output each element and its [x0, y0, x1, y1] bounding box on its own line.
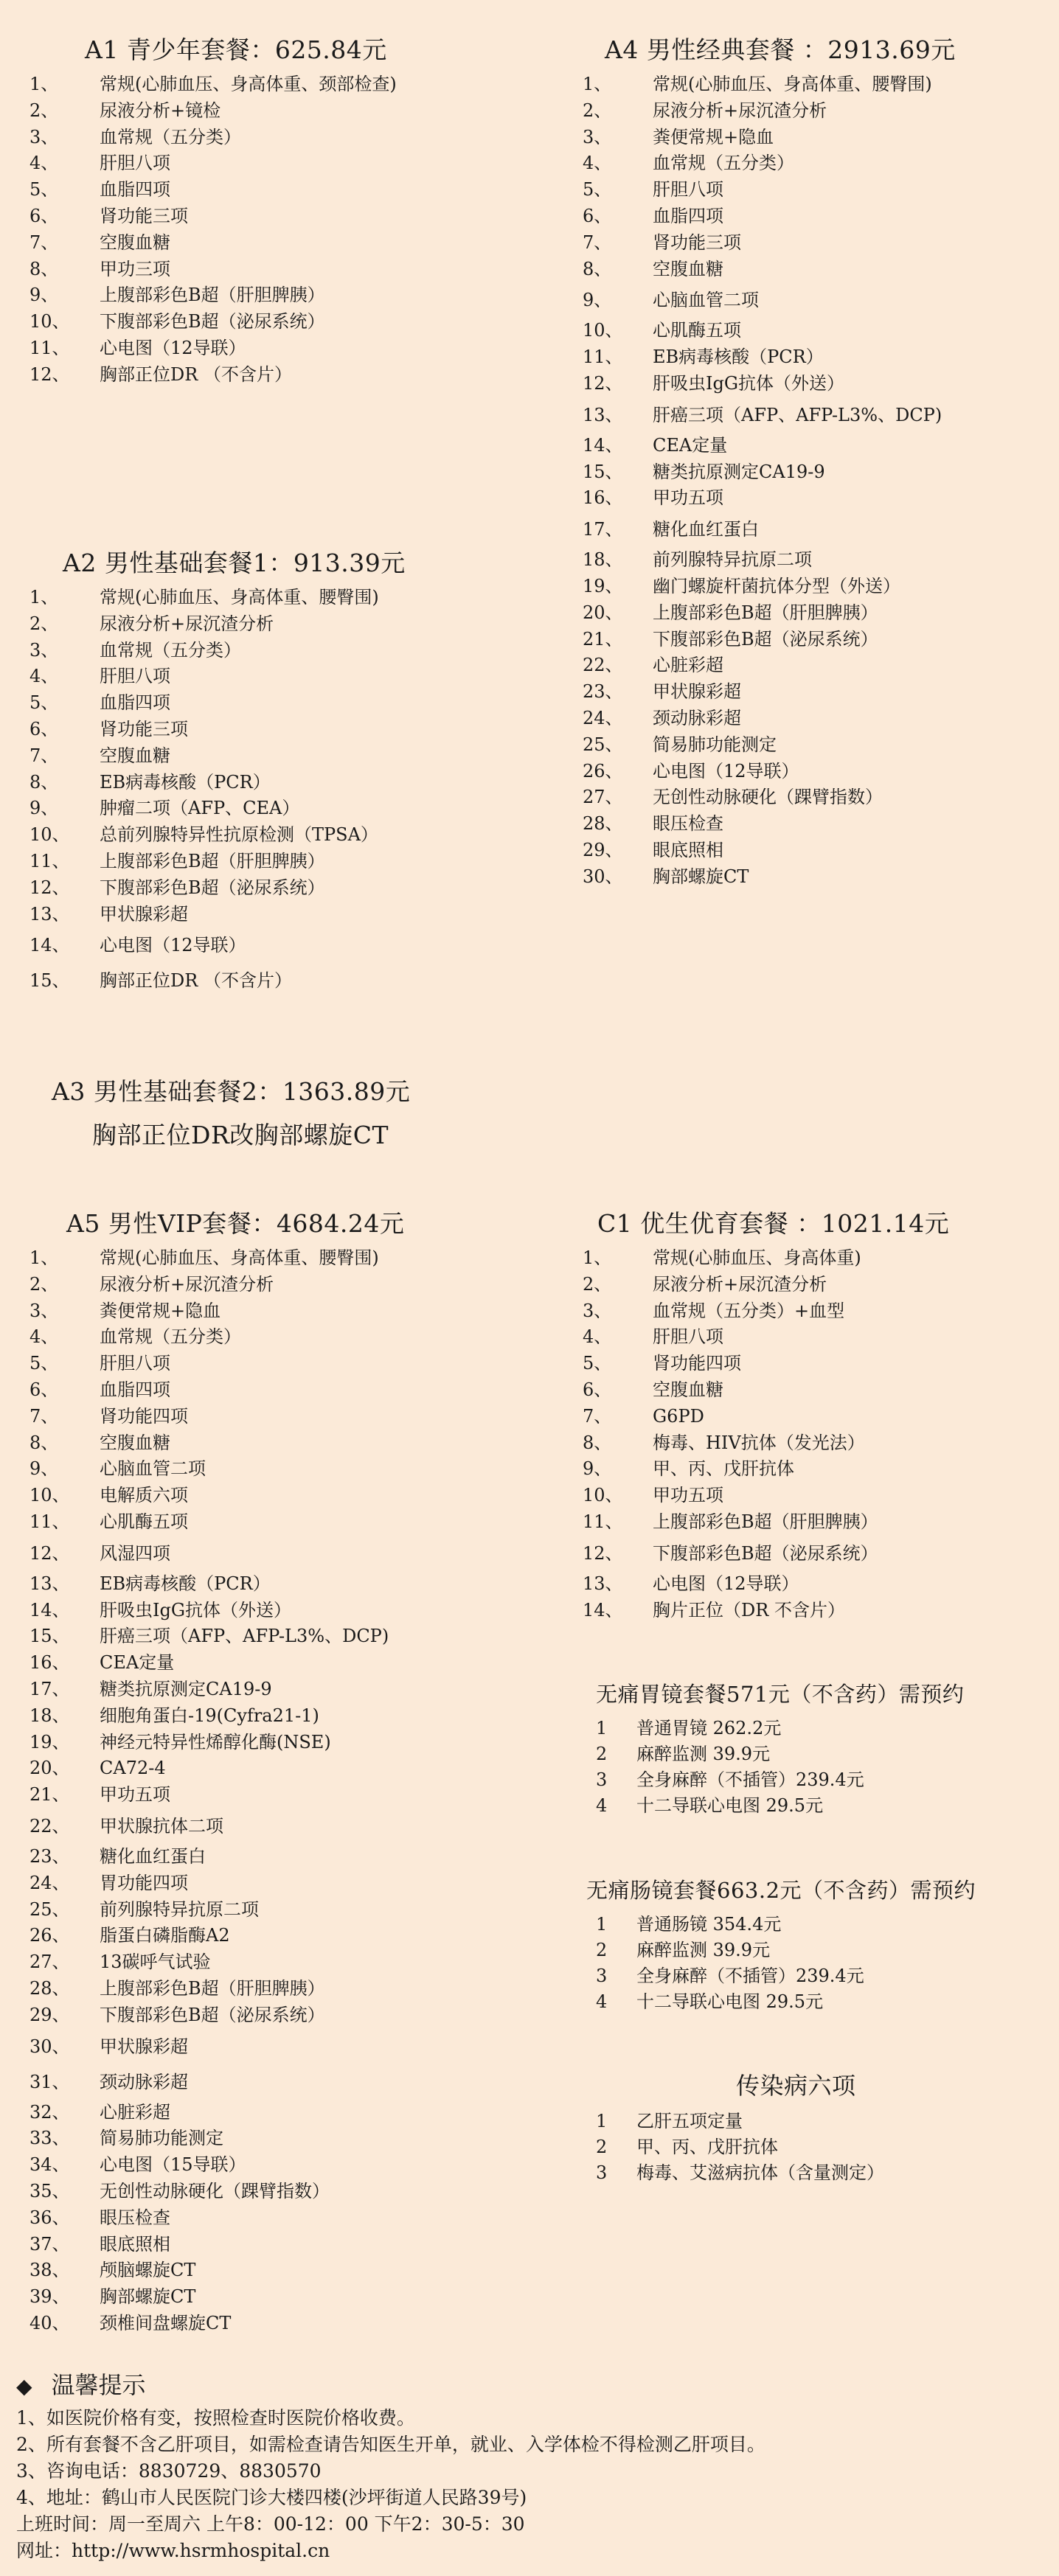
list-item: 5、 血脂四项 [29, 692, 170, 714]
package-colonoscopy [586, 1874, 976, 2015]
list-item: 8、 空腹血糖 [583, 258, 723, 279]
list-item: 25、 简易肺功能测定 [583, 734, 777, 755]
list-item: 1 普通肠镜 354.4元 [596, 1914, 782, 1935]
list-item: 10、 甲功五项 [583, 1485, 723, 1506]
list-item: 3、 血常规（五分类） [29, 639, 241, 661]
list-item: 14、 心电图（12导联） [29, 935, 246, 956]
package-c1 [583, 1205, 949, 1623]
list-item: 26、 脂蛋白磷脂酶A2 [29, 1925, 230, 1946]
package-a5-title: A5 男性VIP套餐：4684.24元 [66, 1209, 405, 1238]
list-item: 15、 糖类抗原测定CA19-9 [583, 461, 825, 482]
package-a2-title: A2 男性基础套餐1：913.39元 [63, 549, 406, 577]
tips-line: 上班时间：周一至周六 上午8：00-12：00 下午2：30-5：30 [16, 2513, 525, 2535]
package-a1-list [29, 72, 397, 389]
list-item: 14、 胸片正位（DR 不含片） [583, 1599, 845, 1621]
package-a4-title: A4 男性经典套餐 ：2913.69元 [605, 35, 956, 64]
list-item: 18、 前列腺特异抗原二项 [583, 549, 812, 571]
list-item: 8、 梅毒、HIV抗体（发光法） [583, 1432, 865, 1453]
list-item: 35、 无创性动脉硬化（踝臂指数） [29, 2180, 330, 2201]
list-item: 8、 甲功三项 [29, 258, 170, 279]
list-item: 4、 血常规（五分类） [583, 153, 794, 174]
list-item: 29、 眼底照相 [583, 839, 723, 860]
list-item: 7、 空腹血糖 [29, 745, 170, 766]
tips-line: 2、所有套餐不含乙肝项目，如需检查请告知医生开单，就业、入学体检不得检测乙肝项目。 [16, 2434, 765, 2455]
list-item: 31、 颈动脉彩超 [29, 2071, 188, 2092]
tips-line: 网址：http://www.hsrmhospital.cn [16, 2540, 330, 2561]
list-item: 37、 眼底照相 [29, 2233, 170, 2255]
list-item: 19、 幽门螺旋杆菌抗体分型（外送） [583, 575, 900, 596]
list-item: 5、 肝胆八项 [29, 1353, 170, 1374]
list-item: 7、 G6PD [583, 1405, 704, 1427]
list-item: 21、 甲功五项 [29, 1784, 170, 1806]
tips-line: 4、地址：鹤山市人民医院门诊大楼四楼(沙坪街道人民路39号) [16, 2487, 527, 2508]
list-item: 16、 CEA定量 [29, 1652, 175, 1674]
package-a5 [29, 1205, 404, 2337]
tips-section [16, 2367, 1049, 2564]
list-item: 2、 尿液分析+镜检 [29, 100, 221, 121]
list-item: 11、 心电图（12导联） [29, 337, 246, 358]
list-item: 3 梅毒、艾滋病抗体（含量测定） [596, 2162, 884, 2183]
tips-title: 温馨提示 [51, 2371, 146, 2399]
list-item: 15、 胸部正位DR （不含片） [29, 970, 292, 992]
package-a5-list [29, 1245, 404, 2337]
list-item: 9、 上腹部彩色B超（肝胆脾胰） [29, 285, 325, 306]
list-item: 2 麻醉监测 39.9元 [596, 1744, 771, 1764]
list-item: 32、 心脏彩超 [29, 2101, 170, 2123]
list-item: 14、 CEA定量 [583, 434, 728, 456]
list-item: 10、 下腹部彩色B超（泌尿系统） [29, 311, 325, 333]
list-item: 3、 血常规（五分类）+血型 [583, 1300, 845, 1321]
list-item: 23、 甲状腺彩超 [583, 681, 741, 703]
package-colonoscopy-title: 无痛肠镜套餐663.2元（不含药）需预约 [586, 1878, 976, 1903]
list-item: 36、 眼压检查 [29, 2207, 170, 2228]
package-colonoscopy-list [586, 1912, 976, 2015]
package-gastroscopy-list [596, 1716, 964, 1819]
list-item: 6、 空腹血糖 [583, 1379, 723, 1400]
list-item: 3、 粪便常规+隐血 [29, 1300, 221, 1321]
list-item: 5、 血脂四项 [29, 179, 170, 201]
package-a4-list [583, 72, 956, 891]
package-c1-list [583, 1245, 949, 1623]
package-infectious-title: 传染病六项 [736, 2072, 856, 2100]
list-item: 4 十二导联心电图 29.5元 [596, 1991, 824, 2012]
package-a3-subtitle: 胸部正位DR改胸部螺旋CT [92, 1121, 389, 1149]
diamond-icon: ◆ [16, 2374, 32, 2398]
list-item: 7、 空腹血糖 [29, 232, 170, 253]
list-item: 2 甲、丙、戊肝抗体 [596, 2137, 778, 2157]
list-item: 6、 血脂四项 [29, 1379, 170, 1400]
list-item: 38、 颅脑螺旋CT [29, 2260, 196, 2281]
list-item: 1、 常规(心肺血压、身高体重、腰臀围) [29, 1247, 379, 1268]
list-item: 6、 肾功能三项 [29, 718, 188, 739]
list-item: 22、 心脏彩超 [583, 655, 723, 676]
list-item: 14、 肝吸虫IgG抗体（外送） [29, 1599, 292, 1621]
list-item: 4、 肝胆八项 [29, 153, 170, 174]
list-item: 27、 无创性动脉硬化（踝臂指数） [583, 787, 883, 808]
list-item: 33、 简易肺功能测定 [29, 2128, 223, 2149]
tips-heading [16, 2367, 1049, 2401]
list-item: 3、 粪便常规+隐血 [583, 126, 774, 147]
list-item: 2、 尿液分析+尿沉渣分析 [29, 613, 274, 634]
list-item: 3 全身麻醉（不插管）239.4元 [596, 1966, 864, 1986]
package-gastroscopy [596, 1678, 964, 1819]
list-item: 1 普通胃镜 262.2元 [596, 1718, 782, 1738]
list-item: 26、 心电图（12导联） [583, 760, 799, 781]
package-a3 [52, 1073, 410, 1157]
list-item: 9、 心脑血管二项 [29, 1458, 206, 1480]
package-a1 [29, 31, 397, 389]
list-item: 5、 肝胆八项 [583, 179, 723, 201]
list-item: 17、 糖化血红蛋白 [583, 519, 759, 540]
list-item: 4 十二导联心电图 29.5元 [596, 1795, 824, 1816]
list-item: 25、 前列腺特异抗原二项 [29, 1898, 259, 1920]
list-item: 5、 肾功能四项 [583, 1353, 741, 1374]
list-item: 18、 细胞角蛋白-19(Cyfra21-1) [29, 1705, 319, 1726]
package-c1-title: C1 优生优育套餐 ：1021.14元 [597, 1209, 950, 1238]
package-a3-title: A3 男性基础套餐2：1363.89元 [52, 1077, 411, 1106]
package-infectious-list [596, 2109, 884, 2186]
list-item: 12、 风湿四项 [29, 1542, 170, 1564]
list-item: 1、 常规(心肺血压、身高体重、颈部检查) [29, 74, 397, 94]
list-item: 12、 胸部正位DR （不含片） [29, 363, 292, 385]
list-item: 7、 肾功能四项 [29, 1405, 188, 1427]
list-item: 11、 上腹部彩色B超（肝胆脾胰） [583, 1511, 878, 1532]
package-a2-list [29, 585, 406, 998]
list-item: 34、 心电图（15导联） [29, 2154, 246, 2176]
list-item: 22、 甲状腺抗体二项 [29, 1815, 223, 1837]
list-item: 2、 尿液分析+尿沉渣分析 [583, 1273, 827, 1295]
list-item: 1、 常规(心肺血压、身高体重、腰臀围) [583, 74, 932, 94]
list-item: 28、 上腹部彩色B超（肝胆脾胰） [29, 1977, 325, 1999]
list-item: 19、 神经元特异性烯醇化酶(NSE) [29, 1731, 331, 1752]
list-item: 1、 常规(心肺血压、身高体重、腰臀围) [29, 587, 379, 608]
list-item: 13、 肝癌三项（AFP、AFP-L3%、DCP) [583, 404, 942, 425]
list-item: 3、 血常规（五分类） [29, 126, 241, 147]
list-item: 27、 13碳呼气试验 [29, 1952, 211, 1973]
list-item: 30、 甲状腺彩超 [29, 2036, 188, 2057]
list-item: 2、 尿液分析+尿沉渣分析 [29, 1273, 274, 1295]
tips-line: 3、咨询电话：8830729、8830570 [16, 2460, 322, 2482]
list-item: 3 全身麻醉（不插管）239.4元 [596, 1769, 864, 1790]
list-item: 29、 下腹部彩色B超（泌尿系统） [29, 2004, 325, 2025]
list-item: 40、 颈椎间盘螺旋CT [29, 2312, 232, 2333]
list-item: 20、 上腹部彩色B超（肝胆脾胰） [583, 602, 878, 623]
package-a1-title: A1 青少年套餐：625.84元 [85, 35, 387, 64]
list-item: 15、 肝癌三项（AFP、AFP-L3%、DCP) [29, 1626, 389, 1647]
list-item: 13、 甲状腺彩超 [29, 903, 188, 925]
list-item: 1、 常规(心肺血压、身高体重) [583, 1247, 861, 1268]
list-item: 13、 EB病毒核酸（PCR） [29, 1573, 271, 1594]
list-item: 20、 CA72-4 [29, 1758, 166, 1779]
package-gastroscopy-title: 无痛胃镜套餐571元（不含药）需预约 [596, 1682, 965, 1707]
list-item: 11、 上腹部彩色B超（肝胆脾胰） [29, 850, 325, 871]
list-item: 4、 肝胆八项 [583, 1326, 723, 1348]
list-item: 7、 肾功能三项 [583, 232, 741, 253]
list-item: 10、 总前列腺特异性抗原检测（TPSA） [29, 824, 378, 846]
list-item: 1 乙肝五项定量 [596, 2111, 743, 2131]
list-item: 2、 尿液分析+尿沉渣分析 [583, 100, 827, 121]
package-infectious [596, 2067, 884, 2186]
list-item: 4、 肝胆八项 [29, 666, 170, 687]
package-a4 [583, 31, 956, 891]
list-item: 17、 糖类抗原测定CA19-9 [29, 1678, 272, 1699]
list-item: 4、 血常规（五分类） [29, 1326, 241, 1348]
list-item: 8、 EB病毒核酸（PCR） [29, 771, 271, 793]
list-item: 30、 胸部螺旋CT [583, 866, 749, 887]
list-item: 6、 肾功能三项 [29, 205, 188, 226]
list-item: 6、 血脂四项 [583, 205, 723, 226]
list-item: 21、 下腹部彩色B超（泌尿系统） [583, 628, 878, 650]
list-item: 2 麻醉监测 39.9元 [596, 1940, 771, 1960]
list-item: 11、 EB病毒核酸（PCR） [583, 347, 824, 368]
list-item: 13、 心电图（12导联） [583, 1573, 799, 1594]
list-item: 10、 电解质六项 [29, 1485, 188, 1506]
list-item: 23、 糖化血红蛋白 [29, 1845, 206, 1867]
list-item: 9、 甲、丙、戊肝抗体 [583, 1458, 794, 1480]
list-item: 12、 下腹部彩色B超（泌尿系统） [583, 1542, 878, 1564]
list-item: 12、 下腹部彩色B超（泌尿系统） [29, 877, 325, 898]
list-item: 28、 眼压检查 [583, 813, 723, 835]
list-item: 10、 心肌酶五项 [583, 320, 741, 341]
list-item: 12、 肝吸虫IgG抗体（外送） [583, 372, 845, 394]
list-item: 16、 甲功五项 [583, 487, 723, 509]
list-item: 9、 心脑血管二项 [583, 290, 759, 311]
list-item: 24、 颈动脉彩超 [583, 707, 741, 728]
list-item: 8、 空腹血糖 [29, 1432, 170, 1453]
list-item: 9、 肿瘤二项（AFP、CEA） [29, 798, 300, 819]
tips-line: 1、如医院价格有变，按照检查时医院价格收费。 [16, 2407, 415, 2429]
list-item: 39、 胸部螺旋CT [29, 2286, 196, 2308]
package-a2 [29, 544, 406, 998]
list-item: 24、 胃功能四项 [29, 1872, 188, 1893]
list-item: 11、 心肌酶五项 [29, 1511, 188, 1532]
